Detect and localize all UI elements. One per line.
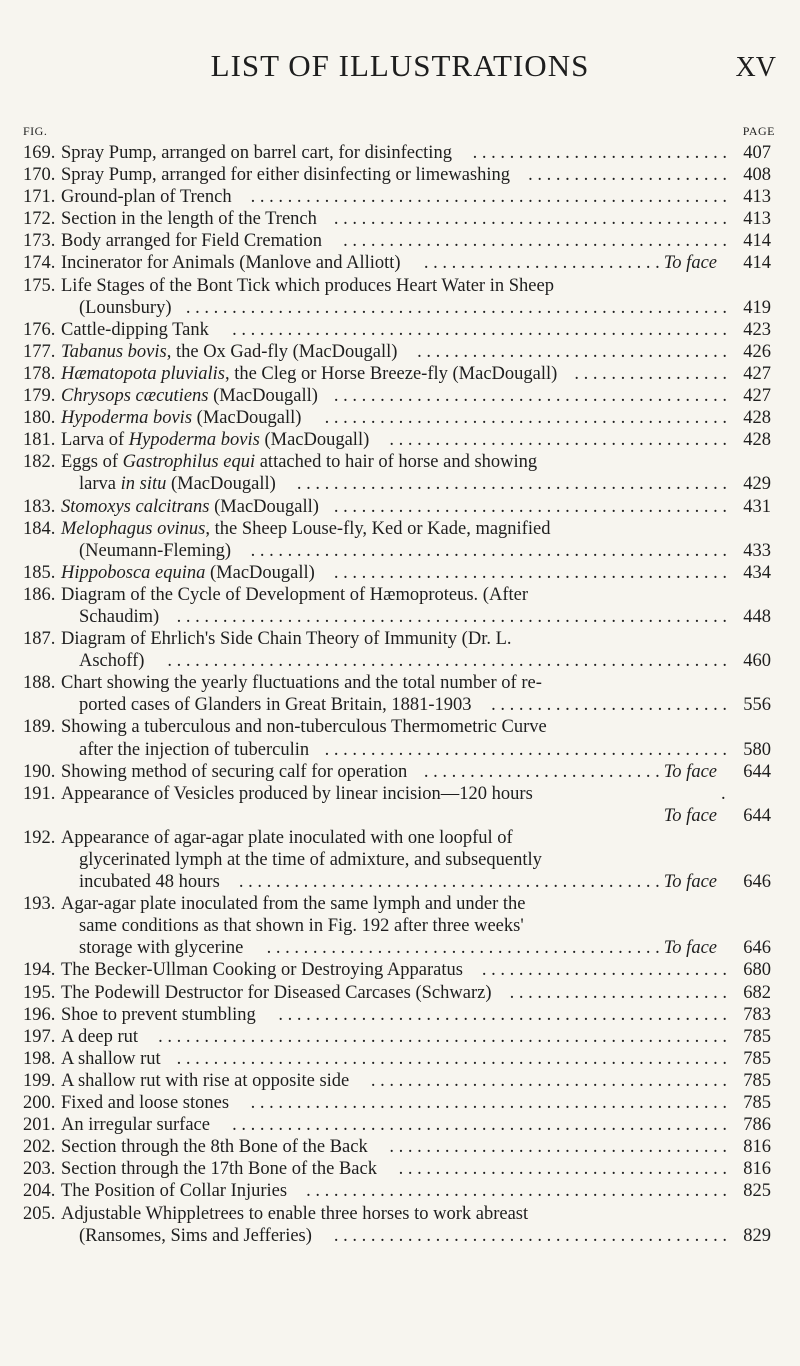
dot-leader: . . . . . . . . . . . . . . . . . . . . . . bbox=[528, 165, 727, 186]
figure-number: 170. bbox=[23, 165, 56, 186]
list-item-line bbox=[23, 915, 775, 937]
entry-title: Diagram of the Cycle of Development of Hæmoproteus. (After bbox=[61, 584, 528, 605]
entry-title: Ground-plan of Trench bbox=[61, 187, 232, 208]
list-item-line bbox=[23, 540, 775, 562]
page-ref: 433 bbox=[743, 540, 771, 561]
page-ref: 428 bbox=[743, 430, 771, 451]
illustrations-list bbox=[23, 142, 775, 1247]
list-item-line bbox=[23, 1004, 775, 1026]
dot-leader: . . . . . . . . . . . . . . . . . . . . . . . . . . . . . . . . . . . . . . . . . . . bbox=[333, 562, 727, 583]
figure-number: 179. bbox=[23, 386, 56, 407]
figure-number: 198. bbox=[23, 1048, 56, 1069]
list-item-line bbox=[23, 1070, 775, 1092]
dot-leader: . . . . . . . . . . . . . . . . . . . . . . . . . . . . . . . . . . . . . . . . . . . . . . . bbox=[296, 474, 727, 495]
figure-number: 180. bbox=[23, 408, 56, 429]
page-header bbox=[20, 48, 780, 88]
list-item-line bbox=[23, 937, 775, 959]
list-item-line bbox=[23, 275, 775, 297]
entry-title: Larva of Hypoderma bovis (MacDougall) bbox=[61, 430, 370, 451]
list-item-line bbox=[23, 297, 775, 319]
page-ref: 785 bbox=[743, 1070, 771, 1091]
entry-title: The Position of Collar Injuries bbox=[61, 1181, 288, 1202]
entry-title: ported cases of Glanders in Great Britain, 1881-1903 bbox=[79, 695, 472, 716]
entry-title: storage with glycerine bbox=[79, 938, 244, 959]
figure-number: 203. bbox=[23, 1159, 56, 1180]
entry-title: Aschoff) bbox=[79, 651, 145, 672]
figure-number: 173. bbox=[23, 231, 56, 252]
page-ref: 428 bbox=[743, 408, 771, 429]
entry-title: Hypoderma bovis (MacDougall) bbox=[61, 408, 302, 429]
column-headers bbox=[23, 124, 775, 140]
dot-leader: . . . . . . . . . . . . . . . . . . . . . . . . . . . . bbox=[472, 143, 727, 163]
figure-number: 204. bbox=[23, 1181, 56, 1202]
page-ref: 785 bbox=[743, 1026, 771, 1047]
entry-title: Appearance of Vesicles produced by linear incision—120 hours bbox=[61, 783, 533, 804]
page-ref: 785 bbox=[743, 1093, 771, 1114]
list-item-line bbox=[23, 429, 775, 451]
list-item-line bbox=[23, 473, 775, 495]
entry-title: Showing method of securing calf for operation bbox=[61, 761, 408, 782]
figure-number: 171. bbox=[23, 187, 56, 208]
list-item-line bbox=[23, 783, 775, 805]
dot-leader: . . . . . . . . . . . . . . . . . . . . . . . . . . . . . . . . . . . . . . . . . . . bbox=[333, 496, 727, 517]
page-ref: 646 bbox=[743, 938, 771, 959]
figure-number: 184. bbox=[23, 518, 56, 539]
figure-number: 196. bbox=[23, 1004, 56, 1025]
figure-number: 202. bbox=[23, 1137, 56, 1158]
list-item-line bbox=[23, 186, 775, 208]
page-ref: 783 bbox=[743, 1004, 771, 1025]
dot-leader: . . . . . . . . . . . . . . . . . . . . . . . . . . . . . . . . . . . . . . . . . . bbox=[343, 231, 727, 252]
page-ref: 448 bbox=[743, 606, 771, 627]
dot-leader: . . . . . . . . . . . . . . . . . . . . . . . . . . . . . . . . . . . . . . . . . . . . . . . . . . . . bbox=[250, 1093, 727, 1114]
entry-title: Spray Pump, arranged for either disinfecting or limewashing bbox=[61, 165, 511, 186]
dot-leader: . . . . . . . . . . . . . . . . . . . . . . . . . . . . . . . . . . . . . . . . . . . . . . . . . . . . . . bbox=[232, 1115, 727, 1136]
list-item-line bbox=[23, 716, 775, 738]
dot-leader: . . . . . . . . . . . . . . . . . . . . . . . . . . . . . . . . . . . . . . . . . . . . . . bbox=[306, 1181, 727, 1202]
figure-number: 186. bbox=[23, 584, 56, 605]
entry-title: Showing a tuberculous and non-tuberculous Thermometric Curve bbox=[61, 717, 547, 738]
entry-title: Section through the 17th Bone of the Back bbox=[61, 1159, 377, 1180]
page-ref: 680 bbox=[743, 960, 771, 981]
list-item-line bbox=[23, 451, 775, 473]
entry-title: Melophagus ovinus, the Sheep Louse-fly, Ked or Kade, magnified bbox=[61, 518, 551, 539]
dot-leader: . . . . . . . . . . . . . . . . . . . . . . . . . . . . . . . . . . . . . . . . . . . bbox=[266, 938, 660, 959]
dot-leader: . . . . . . . . . . . . . . . . . . . . . . . . . . bbox=[491, 695, 727, 716]
list-item-line bbox=[23, 827, 775, 849]
figure-number: 190. bbox=[23, 761, 56, 782]
figure-number: 185. bbox=[23, 562, 56, 583]
entry-title: Body arranged for Field Cremation bbox=[61, 231, 322, 252]
list-item-line bbox=[23, 1180, 775, 1202]
page-ref: 423 bbox=[743, 319, 771, 340]
page-column-header: PAGE bbox=[742, 124, 775, 138]
entry-title: Cattle-dipping Tank bbox=[61, 319, 209, 340]
dot-leader: . . . . . . . . . . . . . . . . . . . . . . . . . . . . . . . . . . . . . . . . . . . . bbox=[324, 408, 727, 429]
entry-title: Stomoxys calcitrans (MacDougall) bbox=[61, 496, 319, 517]
entry-title: Diagram of Ehrlich's Side Chain Theory of Immunity (Dr. L. bbox=[61, 629, 512, 650]
dot-leader: . . . . . . . . . . . . . . . . . . . . . . . . . . . . . . . . . . . . . . . . . . . . . . . . . . . . bbox=[250, 540, 727, 561]
dot-leader: . . . . . . . . . . . . . . . . . . . . . . . . . . . . . . . . . . . . . . . . . . . . . . . . . . . . . . . . . . . . . . bbox=[158, 1026, 727, 1047]
dot-leader: . . . . . . . . . . . . . . . . . . . . . . . . . . . . . . . . . . . . . . . . . . . . . . . . . . . . . . bbox=[232, 319, 727, 340]
entry-title: (Ransomes, Sims and Jefferies) bbox=[79, 1225, 312, 1246]
page-ref: 816 bbox=[743, 1159, 771, 1180]
dot-leader: . . . . . . . . . . . . . . . . . . . . . . . . . . . . . . . . . . . . bbox=[398, 1159, 727, 1180]
list-item-line bbox=[23, 606, 775, 628]
entry-title: Spray Pump, arranged on barrel cart, for disinfecting bbox=[61, 143, 452, 163]
entry-title: Chart showing the yearly fluctuations and the total number of re- bbox=[61, 673, 542, 694]
page-ref: 434 bbox=[743, 562, 771, 583]
figure-number: 205. bbox=[23, 1203, 56, 1224]
list-item-line bbox=[23, 739, 775, 761]
dot-leader: . bbox=[721, 783, 726, 804]
list-item-line bbox=[23, 672, 775, 694]
entry-title: Section through the 8th Bone of the Back bbox=[61, 1137, 368, 1158]
dot-leader: . . . . . . . . . . . . . . . . . . . . . . . . . . . . . . . . . . . . . . . . . . . . . . . . . . . . . . . . . . . . bbox=[176, 606, 727, 627]
dot-leader: . . . . . . . . . . . . . . . . . . . . . . . . . . . . . . . . . . . . . bbox=[389, 430, 727, 451]
list-item-line bbox=[23, 496, 775, 518]
entry-title: same conditions as that shown in Fig. 192 after three weeks' bbox=[79, 916, 524, 937]
entry-title: A shallow rut with rise at opposite side bbox=[61, 1070, 350, 1091]
figure-number: 169. bbox=[23, 143, 56, 163]
dot-leader: . . . . . . . . . . . . . . . . . . . . . . . . . . . . . . . . . . . . . . . . . . . . . . . . . bbox=[278, 1004, 727, 1025]
page-ref: 786 bbox=[743, 1115, 771, 1136]
entry-title: glycerinated lymph at the time of admixture, and subsequently bbox=[79, 850, 542, 870]
figure-number: 174. bbox=[23, 253, 56, 274]
dot-leader: . . . . . . . . . . . . . . . . . . . . . . . . . . . . . . . . . . . . . . . bbox=[370, 1070, 727, 1091]
dot-leader: . . . . . . . . . . . . . . . . . . . . . . . . . . . . . . . . . . . . . . . . . . . . . . . . . . . . . . . . . . . . bbox=[176, 1048, 727, 1069]
list-item-line bbox=[23, 407, 775, 429]
entry-title: Appearance of agar-agar plate inoculated with one loopful of bbox=[61, 827, 513, 848]
page-ref: 682 bbox=[743, 982, 771, 1003]
list-item-line bbox=[23, 628, 775, 650]
page-ref: 816 bbox=[743, 1137, 771, 1158]
page-ref: 414 bbox=[743, 253, 771, 274]
dot-leader: . . . . . . . . . . . . . . . . . . . . . . . . . . bbox=[423, 253, 660, 274]
entry-title: Life Stages of the Bont Tick which produces Heart Water in Sheep bbox=[61, 275, 554, 296]
entry-title: (Lounsbury) bbox=[79, 297, 172, 318]
to-face-label: To face bbox=[663, 761, 717, 782]
dot-leader: . . . . . . . . . . . . . . . . . . . . . . . . . . . . . . . . . . . . . . . . . . . . . . . . . . . . . . . . . . . . . bbox=[167, 651, 727, 672]
dot-leader: . . . . . . . . . . . . . . . . . . . . . . . . . . . . . . . . . . . . . . . . . . . bbox=[333, 1225, 727, 1246]
dot-leader: . . . . . . . . . . . . . . . . . . . . . . . . . . . bbox=[481, 960, 727, 981]
figure-number: 178. bbox=[23, 363, 56, 384]
dot-leader: . . . . . . . . . . . . . . . . . . . . . . . . . . . . . . . . . . . . . . . . . . . bbox=[333, 386, 727, 407]
page-ref: 825 bbox=[743, 1181, 771, 1202]
list-item-line bbox=[23, 1158, 775, 1180]
list-item-line bbox=[23, 562, 775, 584]
list-item-line bbox=[23, 893, 775, 915]
list-item-line bbox=[23, 518, 775, 540]
list-item-line bbox=[23, 694, 775, 716]
to-face-label: To face bbox=[663, 938, 717, 959]
entry-title: Eggs of Gastrophilus equi attached to hair of horse and showing bbox=[61, 452, 538, 473]
list-item-line bbox=[23, 1026, 775, 1048]
entry-title: Chrysops cæcutiens (MacDougall) bbox=[61, 386, 318, 407]
page-ref: 427 bbox=[743, 386, 771, 407]
dot-leader: . . . . . . . . . . . . . . . . . . . . . . . . . . . . . . . . . . . . . . . . . . . . . . . . . . . . . . . . . . . bbox=[185, 297, 727, 318]
page-ref: 785 bbox=[743, 1048, 771, 1069]
page-ref: 407 bbox=[743, 143, 771, 163]
figure-number: 187. bbox=[23, 629, 56, 650]
list-item-line bbox=[23, 584, 775, 606]
figure-number: 191. bbox=[23, 783, 56, 804]
list-item-line bbox=[23, 982, 775, 1004]
figure-number: 194. bbox=[23, 960, 56, 981]
page-title: LIST OF ILLUSTRATIONS bbox=[210, 48, 590, 83]
list-item-line bbox=[23, 1092, 775, 1114]
figure-number: 201. bbox=[23, 1115, 56, 1136]
dot-leader: . . . . . . . . . . . . . . . . . . . . . . . . . . . . . . . . . . bbox=[417, 341, 727, 362]
list-item-line bbox=[23, 230, 775, 252]
entry-title: Hæmatopota pluvialis, the Cleg or Horse Breeze-fly (MacDougall) bbox=[61, 363, 558, 384]
to-face-label: To face bbox=[663, 805, 717, 826]
page-ref: 580 bbox=[743, 739, 771, 760]
list-item-line bbox=[23, 252, 775, 274]
page-ref: 427 bbox=[743, 363, 771, 384]
figure-number: 197. bbox=[23, 1026, 56, 1047]
page-ref: 426 bbox=[743, 341, 771, 362]
list-item-line bbox=[23, 142, 775, 164]
entry-title: Adjustable Whippletrees to enable three horses to work abreast bbox=[61, 1203, 529, 1224]
fig-column-header: FIG. bbox=[23, 124, 48, 138]
entry-title: incubated 48 hours bbox=[79, 872, 220, 893]
list-item-line bbox=[23, 341, 775, 363]
page-ref: 419 bbox=[743, 297, 771, 318]
list-item-line bbox=[23, 805, 775, 827]
entry-title: Fixed and loose stones bbox=[61, 1093, 230, 1114]
page-ref: 429 bbox=[743, 474, 771, 495]
entry-title: A deep rut bbox=[61, 1026, 139, 1047]
page-ref: 644 bbox=[743, 761, 771, 782]
list-item-line bbox=[23, 871, 775, 893]
dot-leader: . . . . . . . . . . . . . . . . . . . . . . . . . . . . . . . . . . . . . . . . . . . . . . . . . . . . bbox=[250, 187, 727, 208]
list-item-line bbox=[23, 959, 775, 981]
page-ref: 414 bbox=[743, 231, 771, 252]
entry-title: Incinerator for Animals (Manlove and Alliott) bbox=[61, 253, 401, 274]
dot-leader: . . . . . . . . . . . . . . . . . bbox=[574, 363, 727, 384]
entry-title: larva in situ (MacDougall) bbox=[79, 474, 276, 495]
dot-leader: . . . . . . . . . . . . . . . . . . . . . . . . . . . . . . . . . . . . . . . . . . . . bbox=[324, 739, 727, 760]
page-ref: 646 bbox=[743, 872, 771, 893]
page-ref: 431 bbox=[743, 496, 771, 517]
entry-title: Tabanus bovis, the Ox Gad-fly (MacDougall) bbox=[61, 341, 398, 362]
list-item-line bbox=[23, 164, 775, 186]
figure-number: 192. bbox=[23, 827, 56, 848]
entry-title: Shoe to prevent stumbling bbox=[61, 1004, 256, 1025]
dot-leader: . . . . . . . . . . . . . . . . . . . . . . . . . . . . . . . . . . . . . bbox=[389, 1137, 727, 1158]
entry-title: Agar-agar plate inoculated from the same lymph and under the bbox=[61, 894, 526, 915]
figure-number: 182. bbox=[23, 452, 56, 473]
list-item-line bbox=[23, 1114, 775, 1136]
page-number: XV bbox=[735, 52, 776, 83]
list-item-line bbox=[23, 1225, 775, 1247]
figure-number: 181. bbox=[23, 430, 56, 451]
page-ref: 829 bbox=[743, 1225, 771, 1246]
list-item-line bbox=[23, 1048, 775, 1070]
list-item-line bbox=[23, 385, 775, 407]
dot-leader: . . . . . . . . . . . . . . . . . . . . . . . . . . bbox=[423, 761, 660, 782]
to-face-label: To face bbox=[663, 253, 717, 274]
page-ref: 460 bbox=[743, 651, 771, 672]
list-item-line bbox=[23, 1136, 775, 1158]
figure-number: 183. bbox=[23, 496, 56, 517]
entry-title: A shallow rut bbox=[61, 1048, 161, 1069]
figure-number: 172. bbox=[23, 209, 56, 230]
list-item-line bbox=[23, 1203, 775, 1225]
figure-number: 189. bbox=[23, 717, 56, 738]
entry-title: Schaudim) bbox=[79, 606, 160, 627]
dot-leader: . . . . . . . . . . . . . . . . . . . . . . . . bbox=[509, 982, 727, 1003]
list-item-line bbox=[23, 761, 775, 783]
page-ref: 644 bbox=[743, 805, 771, 826]
list-item-line bbox=[23, 650, 775, 672]
figure-number: 188. bbox=[23, 673, 56, 694]
entry-title: An irregular surface bbox=[61, 1115, 210, 1136]
figure-number: 195. bbox=[23, 982, 56, 1003]
entry-title: (Neumann-Fleming) bbox=[79, 540, 232, 561]
page-ref: 413 bbox=[743, 209, 771, 230]
figure-number: 176. bbox=[23, 319, 56, 340]
dot-leader: . . . . . . . . . . . . . . . . . . . . . . . . . . . . . . . . . . . . . . . . . . . . . . bbox=[238, 872, 660, 893]
entry-title: Section in the length of the Trench bbox=[61, 209, 317, 230]
figure-number: 177. bbox=[23, 341, 56, 362]
list-item-line bbox=[23, 319, 775, 341]
entry-title: after the injection of tuberculin bbox=[79, 739, 310, 760]
figure-number: 175. bbox=[23, 275, 56, 296]
page-ref: 556 bbox=[743, 695, 771, 716]
page-ref: 413 bbox=[743, 187, 771, 208]
dot-leader: . . . . . . . . . . . . . . . . . . . . . . . . . . . . . . . . . . . . . . . . . . . bbox=[333, 209, 727, 230]
figure-number: 199. bbox=[23, 1070, 56, 1091]
entry-title: The Becker-Ullman Cooking or Destroying Apparatus bbox=[61, 960, 463, 981]
page-ref: 408 bbox=[743, 165, 771, 186]
list-item-line bbox=[23, 363, 775, 385]
entry-title: Hippobosca equina (MacDougall) bbox=[61, 562, 315, 583]
entry-title: The Podewill Destructor for Diseased Carcases (Schwarz) bbox=[61, 982, 492, 1003]
list-item-line bbox=[23, 849, 775, 871]
figure-number: 200. bbox=[23, 1093, 56, 1114]
list-item-line bbox=[23, 208, 775, 230]
to-face-label: To face bbox=[663, 872, 717, 893]
figure-number: 193. bbox=[23, 894, 56, 915]
